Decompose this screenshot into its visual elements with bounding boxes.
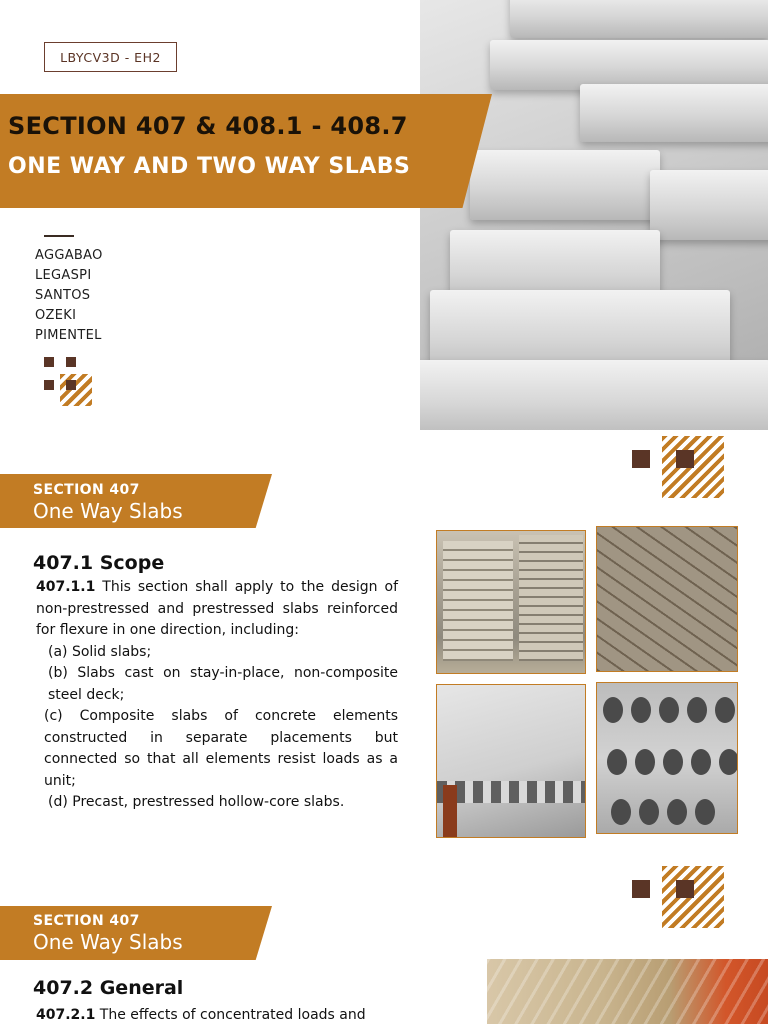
decor-hatch [60, 374, 92, 406]
decor-square [44, 380, 54, 390]
photo-hollow-core-slabs [596, 682, 738, 834]
author-name: AGGABAO [35, 248, 103, 263]
hero-concrete-slabs-photo [420, 0, 768, 430]
list-item: (a) Solid slabs; [48, 643, 152, 660]
clause-paragraph [36, 1005, 398, 1027]
decor-square [676, 450, 694, 468]
list-item: (c) Composite slabs of concrete elements constructed in separate placements but connected so that all elements resist loads as a unit; [44, 708, 398, 789]
page-title: SECTION 407 & 408.1 - 408.7 [8, 112, 408, 140]
scope-body [36, 577, 398, 814]
section-tab-label: SECTION 407 [33, 913, 140, 929]
section-tab-title: One Way Slabs [33, 930, 183, 954]
list-item: (d) Precast, prestressed hollow-core slabs. [48, 794, 345, 810]
section-tab-label: SECTION 407 [33, 482, 140, 498]
clause-text: This section shall apply to the design of non-prestressed and prestressed slabs reinforced for flexure in one direction, including: [36, 579, 398, 638]
decor-square [676, 880, 694, 898]
author-name: LEGASPI [35, 268, 92, 283]
author-name: PIMENTEL [35, 328, 102, 343]
list-item: (b) Slabs cast on stay-in-place, non-composite steel deck; [48, 665, 398, 703]
decor-square [44, 357, 54, 367]
clause-number: 407.2.1 [36, 1007, 96, 1023]
subsection-heading: 407.1 Scope [33, 552, 165, 574]
photo-rebar-mesh [596, 526, 738, 672]
clause-number: 407.1.1 [36, 579, 96, 595]
course-code-badge: LBYCV3D - EH2 [44, 42, 177, 72]
page-subtitle: ONE WAY AND TWO WAY SLABS [8, 154, 411, 179]
author-name: OZEKI [35, 308, 77, 323]
author-list [35, 246, 103, 346]
divider [44, 235, 74, 237]
general-body [36, 1005, 398, 1027]
decor-square [66, 357, 76, 367]
section-tab-title: One Way Slabs [33, 499, 183, 523]
photo-stacked-precast-slabs [436, 530, 586, 674]
decor-square [632, 450, 650, 468]
author-name: SANTOS [35, 288, 91, 303]
clause-paragraph [36, 577, 398, 642]
subsection-heading: 407.2 General [33, 977, 184, 999]
photo-steel-deck-slab [436, 684, 586, 838]
decor-square [66, 380, 76, 390]
clause-text: The effects of concentrated loads and [95, 1007, 366, 1023]
photo-construction-site [487, 959, 768, 1024]
decor-square [632, 880, 650, 898]
